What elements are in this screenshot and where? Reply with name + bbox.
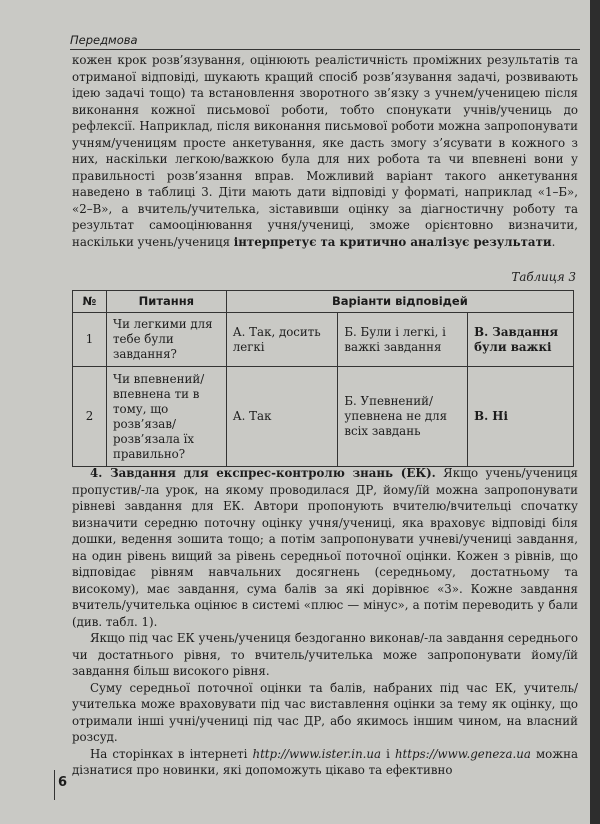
table-header-row <box>73 291 574 313</box>
section-4-title: 4. Завдання для експрес-контролю знань (ЕК). <box>90 466 436 480</box>
section-4-p4-and: і <box>386 746 390 761</box>
answer-b: Б. Упевнений/упевнена не для всіх завдань <box>338 367 468 467</box>
running-header: Передмова <box>70 33 580 50</box>
section-4-p3: Суму середньої поточної оцінки та балів, набраних під час ЕК, учитель/учителька може враховувати під час виставлення оцінки за тему як оцінку, що отримали інші учні/учениці під час ДР, або якимось іншим чином, на власний розсуд. <box>72 680 578 744</box>
answer-a: А. Так, досить легкі <box>226 313 338 367</box>
survey-table <box>72 290 574 467</box>
row-question: Чи впевнений/впевнена ти в тому, що розв’язав/розв’язала їх правильно? <box>106 367 226 467</box>
table-caption: Таблиця 3 <box>511 270 576 284</box>
link-geneza[interactable]: https://www.geneza.ua <box>394 746 531 761</box>
col-answers: Варіанти відповідей <box>226 291 573 313</box>
section-4-p4-start: На сторінках в інтернеті <box>90 746 248 761</box>
intro-bold-text: інтерпретує та критично аналізує результати <box>233 234 552 249</box>
col-num: № <box>73 291 107 313</box>
page-number: 6 <box>58 775 68 790</box>
intro-paragraph <box>72 52 578 250</box>
answer-c: В. Завдання були важкі <box>468 313 574 367</box>
page-number-rule <box>54 770 55 800</box>
page-edge-shadow <box>590 0 600 824</box>
row-question: Чи легкими для тебе були завдання? <box>106 313 226 367</box>
link-ister[interactable]: http://www.ister.in.ua <box>252 746 382 761</box>
table-row <box>73 313 574 367</box>
answer-a: А. Так <box>226 367 338 467</box>
answer-b: Б. Були і легкі, і важкі завдання <box>338 313 468 367</box>
col-question: Питання <box>106 291 226 313</box>
section-4-p2: Якщо під час ЕК учень/учениця бездоганно виконав/-ла завдання середнього чи достатнього рівня, то вчитель/учителька може запропонувати йому/їй завдання більш високого рівня. <box>72 631 578 678</box>
section-4-p1: Якщо учень/учениця пропустив/-ла урок, на якому проводилася ДР, йому/їй можна запропонувати рівневі завдання для ЕК. Автори пропонують вчителю/вчительці спочатку визначити середню поточну оцінку учня/учениці, яка враховує відповіді біля дошки, ведення зошита тощо; а потім запропонувати учневі/учениці завдання, на один рівень вищий за рівень середньої поточної оцінки. Кожен з рівнів, що відповідає рівням навчальних досягнень (середньому, достатньому та високому), має завдання, сума балів за які дорівнює «3». Кожне завдання вчитель/учителька оцінює в системі «плюс — мінус», а потім переводить у бали (див. табл. 1). <box>72 466 578 629</box>
answer-c: В. Ні <box>468 367 574 467</box>
section-4-p4-end: можна дізнатися про новинки, які допоможуть цікаво та ефективно <box>72 746 579 777</box>
table-row <box>73 367 574 467</box>
section-4 <box>72 465 578 779</box>
intro-text: кожен крок розв’язування, оцінюють реалістичність проміжних результатів та отриманої відповіді, шукають кращий спосіб розв’язування задачі, розвивають ідею задачі тощо) та встановлення зворотного зв’язку з учнем/ученицею після виконання кожної письмової роботи, тобто спонукати учнів/учениць до рефлексії. Наприклад, після виконання письмової роботи можна запропонувати учням/ученицям просте анкетування, яке дасть змогу з’ясувати в кожного з них, наскільки легкою/важкою була для них робота та чи впевнені вони у правильності розв’язання вправ. Можливий варіант такого анкетування наведено в таблиці 3. Діти мають дати відповіді у форматі, наприклад «1–Б», «2–В», а вчитель/учителька, зіставивши оцінку за діагностичну роботу та результат самооцінювання учня/учениці, зможе орієнтовно визначити, наскільки учень/учениця <box>72 53 578 249</box>
row-num: 2 <box>73 367 107 467</box>
row-num: 1 <box>73 313 107 367</box>
intro-end: . <box>551 234 556 249</box>
